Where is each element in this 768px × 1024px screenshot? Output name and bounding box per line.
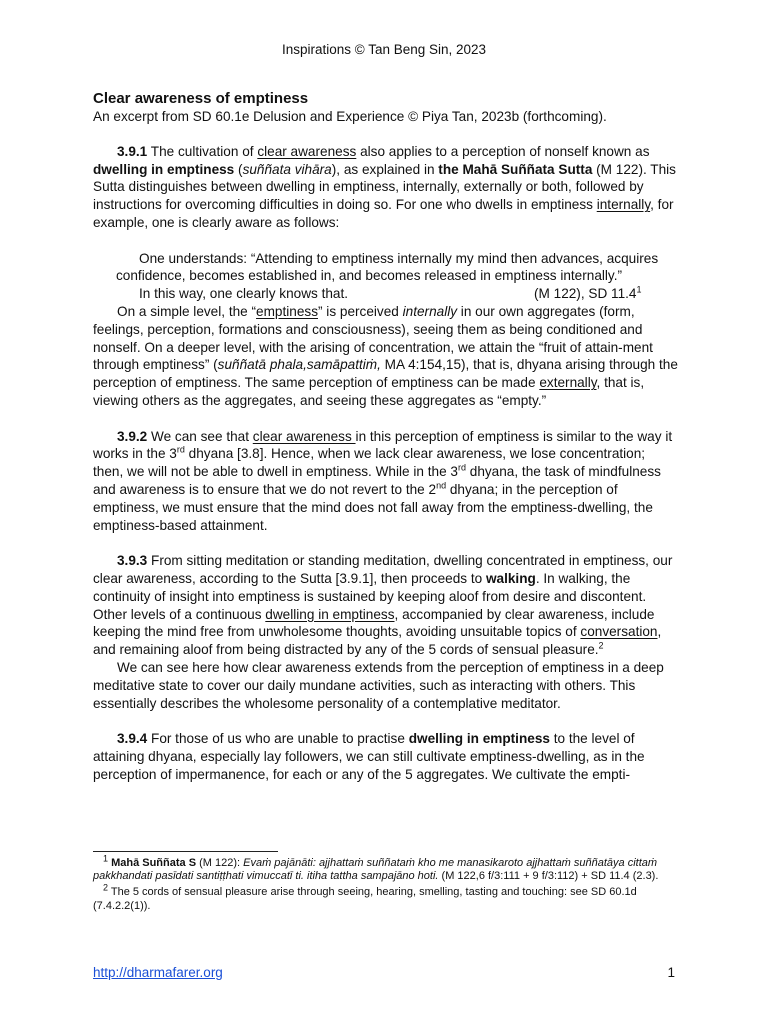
quote-text: One understands: “Attending to emptiness internally my mind then advances, acquires confidence, becomes established in, and becomes released in emptiness internally.” — [116, 250, 659, 284]
section-number: 3.9.3 — [117, 553, 148, 569]
footnote-ref-2[interactable]: 2 — [598, 640, 604, 651]
footnotes — [93, 853, 678, 916]
block-quote — [116, 250, 661, 303]
page-number: 1 — [667, 965, 675, 980]
paragraph-see-here: We can see here how clear awareness extends from the perception of emptiness in a deep meditative state to cover our daily mundane activities, such as interacting with others. This essentially describes the wholesome personality of a contemplative meditator. — [93, 659, 664, 711]
website-link[interactable]: http://dharmafarer.org — [93, 965, 223, 980]
footnote-ref-1[interactable]: 1 — [636, 284, 642, 295]
paragraph-simple-level: On a simple level, the “emptiness” is perceived internally in our own aggregates (form, feelings, perception, formations and consciousness), seeing them as being conditioned and nonself. On a deeper level, with the arising of concentration, we attain the “fruit of attain-ment through emptiness” (suññatā phala,samāpattiṁ, MA 4:154,15), that is, dhyana arising through the perception of emptiness. The same perception of emptiness can be made externally, that is, viewing others as the aggregates, and seeing these aggregates as “empty.” — [93, 303, 678, 408]
footnote-separator — [93, 851, 278, 852]
section-number: 3.9.1 — [117, 143, 148, 159]
running-header: Inspirations © Tan Beng Sin, 2023 — [281, 42, 487, 57]
section-subtitle: An excerpt from SD 60.1e Delusion and Experience © Piya Tan, 2023b (forthcoming). — [93, 109, 607, 124]
section-number: 3.9.4 — [117, 731, 148, 747]
paragraph-3-9-4: 3.9.4 For those of us who are unable to practise dwelling in emptiness to the level of attaining dhyana, especially lay followers, we can still cultivate emptiness-dwelling, as in the perception of impermanence, for each or any of the 5 aggregates. We cultivate the empti- — [93, 731, 645, 782]
footnote-2: $^2$ The 5 cords of sensual pleasure arise through seeing, hearing, smelling, tasting and touching: see SD 60.1d (7.4.2.2(1)). — [93, 882, 637, 912]
section-title: Clear awareness of emptiness — [93, 90, 309, 107]
paragraph-3-9-3: 3.9.3 From sitting meditation or standing meditation, dwelling concentrated in emptiness, our clear awareness, according to the Sutta [3.9.1], then proceeds to walking. In walking, the continuity of insight into emptiness is sustained by keeping aloof from desire and discontent. Other levels of a continuous dwelling in emptiness, accompanied by clear awareness, include keeping the mind free from unwholesome thoughts, avoiding unsuitable topics of conversation, and remaining aloof from being distracted by any of the 5 cords of sensual pleasure.$^2$ — [93, 553, 673, 658]
quote-reference: (M 122), SD 11.4$^1$ — [534, 284, 642, 302]
quote-conclusion: In this way, one clearly knows that. (M 122), SD 11.4$^1$ — [139, 284, 642, 302]
paragraph-3-9-1: 3.9.1 The cultivation of clear awareness also applies to a perception of nonself known as dwelling in emptiness (suññata vihāra), as explained in the Mahā Suññata Sutta (M 122). This Sutta distinguishes between dwelling in emptiness, internally, externally or both, followed by instructions for overcoming difficulties in doing so. For one who dwells in emptiness internally, for example, one is clearly aware as follows: — [93, 143, 676, 230]
footnote-1: $^1$ Mahā Suññata S (M 122): Evaṁ pajānāti: ajjhattaṁ suññataṁ kho me manasikaroto ajjhattaṁ suññatāya cittaṁ pakkhandati pasīdati santiṭṭhati vimuccatī ti. itiha tattha sampajāno hoti. (M 122,6 f/3:111 + 9 f/3:112) + SD 11.4 (2.3). — [93, 853, 659, 883]
section-number: 3.9.2 — [117, 428, 148, 444]
page-footer — [93, 965, 675, 980]
body-text — [93, 90, 678, 783]
paragraph-3-9-2: 3.9.2 We can see that clear awareness in this perception of emptiness is similar to the way it works in the 3rd dhyana [3.8]. Hence, when we lack clear awareness, we lose concentration; then, we will not be able to dwell in emptiness. While in the 3rd dhyana, the task of mindfulness and awareness is to ensure that we do not revert to the 2nd dhyana; in the perception of emptiness, we must ensure that the mind does not fall away from the emptiness-dwelling, the emptiness-based attainment. — [93, 428, 673, 533]
